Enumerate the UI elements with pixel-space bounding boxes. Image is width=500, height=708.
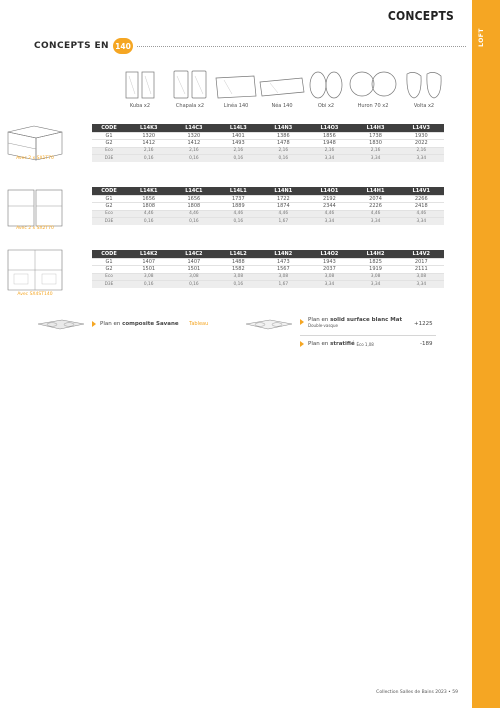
table-cell: 3,34 <box>399 281 444 289</box>
table-cell: 2,16 <box>399 147 444 155</box>
table-cell: 1478 <box>260 140 306 148</box>
plan-prefix: Plan en <box>308 317 329 323</box>
mirror-huron <box>348 66 398 112</box>
vanity-image-sx2t70 <box>4 186 66 242</box>
table-cell: 0,16 <box>171 155 216 163</box>
table-cell: 0,16 <box>260 155 306 163</box>
table-header: L14N1 <box>260 187 306 195</box>
table-header: L14L1 <box>216 187 260 195</box>
price-table-3 <box>92 250 444 288</box>
table-cell: 0,16 <box>126 218 171 226</box>
table-cell: 1501 <box>171 266 216 274</box>
table-header: L14K1 <box>126 187 171 195</box>
table-cell: 1930 <box>399 132 444 140</box>
table-header: L14C2 <box>171 250 216 258</box>
table-cell: 1825 <box>353 258 399 266</box>
table-row <box>92 155 444 163</box>
table-cell: 0,16 <box>171 218 216 226</box>
table-cell: 1320 <box>126 132 171 140</box>
table-cell: 1808 <box>126 203 171 211</box>
vanity-caption: Avec 2 x SX2T70 <box>16 226 54 231</box>
table-cell: 1407 <box>171 258 216 266</box>
vanity-image-sx1t70 <box>4 124 66 180</box>
table-cell: G2 <box>92 203 126 211</box>
table-cell: 3,08 <box>306 273 352 281</box>
page-title-row <box>34 38 466 54</box>
mirror-kuba-icon <box>120 66 160 100</box>
table-cell: 1919 <box>353 266 399 274</box>
table-cell: Eco <box>92 210 126 218</box>
table-cell: D3E <box>92 281 126 289</box>
table-cell: 3,34 <box>353 281 399 289</box>
table-header: L14C1 <box>171 187 216 195</box>
table-cell: 1830 <box>353 140 399 148</box>
table-row <box>92 266 444 274</box>
mirror-volta-icon <box>402 66 446 100</box>
table-row <box>92 147 444 155</box>
table-header: L14O3 <box>306 124 352 132</box>
table-cell: 3,34 <box>353 155 399 163</box>
table-cell: 1493 <box>216 140 260 148</box>
vanity-image-sx4st140 <box>4 246 66 296</box>
table-cell: 4,46 <box>353 210 399 218</box>
table-row <box>92 140 444 148</box>
table-row <box>92 281 444 289</box>
dotted-leader <box>137 46 466 47</box>
vanity-caption: Avec 2 x SX1T70 <box>16 156 54 161</box>
table-cell: 1567 <box>260 266 306 274</box>
table-cell: 1488 <box>216 258 260 266</box>
table-cell: 2,16 <box>216 147 260 155</box>
table-cell: G1 <box>92 195 126 203</box>
plan-stratifie <box>300 341 374 347</box>
table-cell: 3,08 <box>399 273 444 281</box>
table-cell: 1320 <box>171 132 216 140</box>
price-table-2 <box>92 187 444 225</box>
table-row <box>92 218 444 226</box>
mirror-label: Huron 70 x2 <box>357 103 389 109</box>
table-cell: 0,16 <box>216 155 260 163</box>
table-row <box>92 273 444 281</box>
plan-solid-surface <box>300 317 402 328</box>
table-cell: 1407 <box>126 258 171 266</box>
table-header-row <box>92 250 444 258</box>
table-cell: 4,46 <box>171 210 216 218</box>
table-cell: 0,16 <box>171 281 216 289</box>
table-cell: 1737 <box>216 195 260 203</box>
table-row <box>92 203 444 211</box>
mirror-nea <box>258 66 306 112</box>
mirror-linea <box>214 66 258 112</box>
table-cell: 3,34 <box>306 218 352 226</box>
table-cell: 0,16 <box>126 281 171 289</box>
table-cell: 3,08 <box>260 273 306 281</box>
table-cell: 2,16 <box>126 147 171 155</box>
plan-subtitle: Double-vasque <box>308 323 338 328</box>
price-table-1 <box>92 124 444 162</box>
table-cell: 2226 <box>353 203 399 211</box>
plan-material: solid surface blanc Mat <box>330 317 403 323</box>
table-header-row <box>92 187 444 195</box>
table-cell: 1,67 <box>260 281 306 289</box>
table-cell: 3,34 <box>306 281 352 289</box>
table-row <box>92 195 444 203</box>
mirror-chapala <box>168 66 212 112</box>
table-cell: 0,16 <box>216 281 260 289</box>
table-header: CODE <box>92 124 126 132</box>
section-heading: CONCEPTS <box>387 9 454 23</box>
table-header: L14O2 <box>306 250 352 258</box>
plan-tag: Tableau <box>189 321 209 327</box>
table-cell: 1808 <box>171 203 216 211</box>
table-cell: 1856 <box>306 132 352 140</box>
table-cell: 1401 <box>216 132 260 140</box>
table-header: L14V2 <box>399 250 444 258</box>
table-cell: 2111 <box>399 266 444 274</box>
table-header: L14V1 <box>399 187 444 195</box>
mirror-label: Obi x2 <box>317 103 335 109</box>
table-cell: 1,67 <box>260 218 306 226</box>
table-cell: 3,08 <box>216 273 260 281</box>
table-cell: 3,08 <box>171 273 216 281</box>
table-cell: G1 <box>92 132 126 140</box>
table-row <box>92 258 444 266</box>
vanity-caption: Avec SX4ST140 <box>17 292 53 297</box>
table-row <box>92 210 444 218</box>
table-cell: 0,16 <box>126 155 171 163</box>
table-cell: 4,46 <box>216 210 260 218</box>
arrow-right-icon <box>300 319 304 325</box>
table-cell: 1948 <box>306 140 352 148</box>
size-badge: 140 <box>113 38 133 54</box>
table-cell: 4,46 <box>126 210 171 218</box>
plan-solid-text <box>308 317 402 328</box>
table-cell: 1386 <box>260 132 306 140</box>
table-cell: 0,16 <box>216 218 260 226</box>
table-cell: 2344 <box>306 203 352 211</box>
vanity-open-shelf-icon <box>4 246 66 294</box>
table-cell: Eco <box>92 273 126 281</box>
mirror-label: Chapala x2 <box>175 103 205 109</box>
table-cell: 1501 <box>126 266 171 274</box>
table-cell: 1722 <box>260 195 306 203</box>
table-header: L14O1 <box>306 187 352 195</box>
table-cell: 2017 <box>399 258 444 266</box>
table-cell: 1412 <box>126 140 171 148</box>
table-cell: D3E <box>92 218 126 226</box>
table-cell: D3E <box>92 155 126 163</box>
mirror-huron-icon <box>348 66 398 100</box>
table-cell: 2,16 <box>260 147 306 155</box>
table-header: L14H3 <box>353 124 399 132</box>
table-cell: 4,46 <box>399 210 444 218</box>
plan-material: stratifié <box>330 341 355 347</box>
table-cell: 4,46 <box>260 210 306 218</box>
table-cell: 2192 <box>306 195 352 203</box>
side-tab-bar <box>472 0 500 708</box>
arrow-right-icon <box>92 321 96 327</box>
mirror-nea-icon <box>258 66 306 100</box>
table-cell: 3,08 <box>126 273 171 281</box>
table-cell: G2 <box>92 266 126 274</box>
table-cell: 1656 <box>126 195 171 203</box>
table-cell: 2418 <box>399 203 444 211</box>
table-cell: 3,34 <box>399 218 444 226</box>
table-header: L14N2 <box>260 250 306 258</box>
table-header: L14H1 <box>353 187 399 195</box>
mirror-obi-icon <box>306 66 346 100</box>
divider <box>300 335 436 336</box>
table-header: CODE <box>92 187 126 195</box>
mirror-label: Linéa 140 <box>223 103 249 109</box>
table-cell: G1 <box>92 258 126 266</box>
table-header: L14K2 <box>126 250 171 258</box>
table-cell: 1738 <box>353 132 399 140</box>
mirror-label: Néa 140 <box>271 103 293 109</box>
mirror-linea-icon <box>214 66 258 100</box>
table-header: L14V3 <box>399 124 444 132</box>
page-title: CONCEPTS EN <box>34 41 109 51</box>
table-cell: 1943 <box>306 258 352 266</box>
table-header: L14H2 <box>353 250 399 258</box>
side-tab-label: LOFT <box>478 28 485 47</box>
page-footer: Collection Salles de Bains 2023 • 59 <box>376 690 458 695</box>
table-header: L14L3 <box>216 124 260 132</box>
table-cell: 2037 <box>306 266 352 274</box>
table-cell: 2,16 <box>353 147 399 155</box>
mirror-options <box>118 66 448 112</box>
table-header: L14L2 <box>216 250 260 258</box>
table-cell: 3,08 <box>353 273 399 281</box>
table-header: L14C3 <box>171 124 216 132</box>
table-header: L14K3 <box>126 124 171 132</box>
mirror-obi <box>306 66 346 112</box>
table-cell: 1473 <box>260 258 306 266</box>
mirror-kuba <box>120 66 160 112</box>
table-header-row <box>92 124 444 132</box>
countertop-solid-surface-image <box>244 318 294 332</box>
countertop-savane-image <box>36 318 86 332</box>
table-header: CODE <box>92 250 126 258</box>
table-cell: 2,16 <box>171 147 216 155</box>
plan-eco: Éco 1,08 <box>356 341 374 347</box>
table-cell: 1412 <box>171 140 216 148</box>
table-cell: 2022 <box>399 140 444 148</box>
table-cell: 2074 <box>353 195 399 203</box>
plan-prefix: Plan en <box>100 321 121 327</box>
table-row <box>92 132 444 140</box>
plan-stratifie-price: -189 <box>420 341 433 347</box>
vanity-drawer-icon <box>4 186 66 230</box>
table-cell: Eco <box>92 147 126 155</box>
mirror-volta <box>402 66 446 112</box>
table-cell: 2,16 <box>306 147 352 155</box>
table-cell: 1889 <box>216 203 260 211</box>
plan-savane <box>92 321 208 327</box>
plan-solid-price: +1225 <box>414 321 433 327</box>
plan-prefix: Plan en <box>308 341 329 347</box>
table-cell: 3,34 <box>399 155 444 163</box>
table-cell: 1656 <box>171 195 216 203</box>
table-header: L14N3 <box>260 124 306 132</box>
mirror-chapala-icon <box>168 66 212 100</box>
plan-material: composite Savane <box>122 321 179 327</box>
mirror-label: Volta x2 <box>413 103 435 109</box>
table-cell: 3,34 <box>306 155 352 163</box>
table-cell: 1582 <box>216 266 260 274</box>
table-cell: 1874 <box>260 203 306 211</box>
table-cell: 3,34 <box>353 218 399 226</box>
table-cell: 2266 <box>399 195 444 203</box>
mirror-label: Kuba x2 <box>129 103 151 109</box>
arrow-right-icon <box>300 341 304 347</box>
table-cell: G2 <box>92 140 126 148</box>
table-cell: 4,46 <box>306 210 352 218</box>
